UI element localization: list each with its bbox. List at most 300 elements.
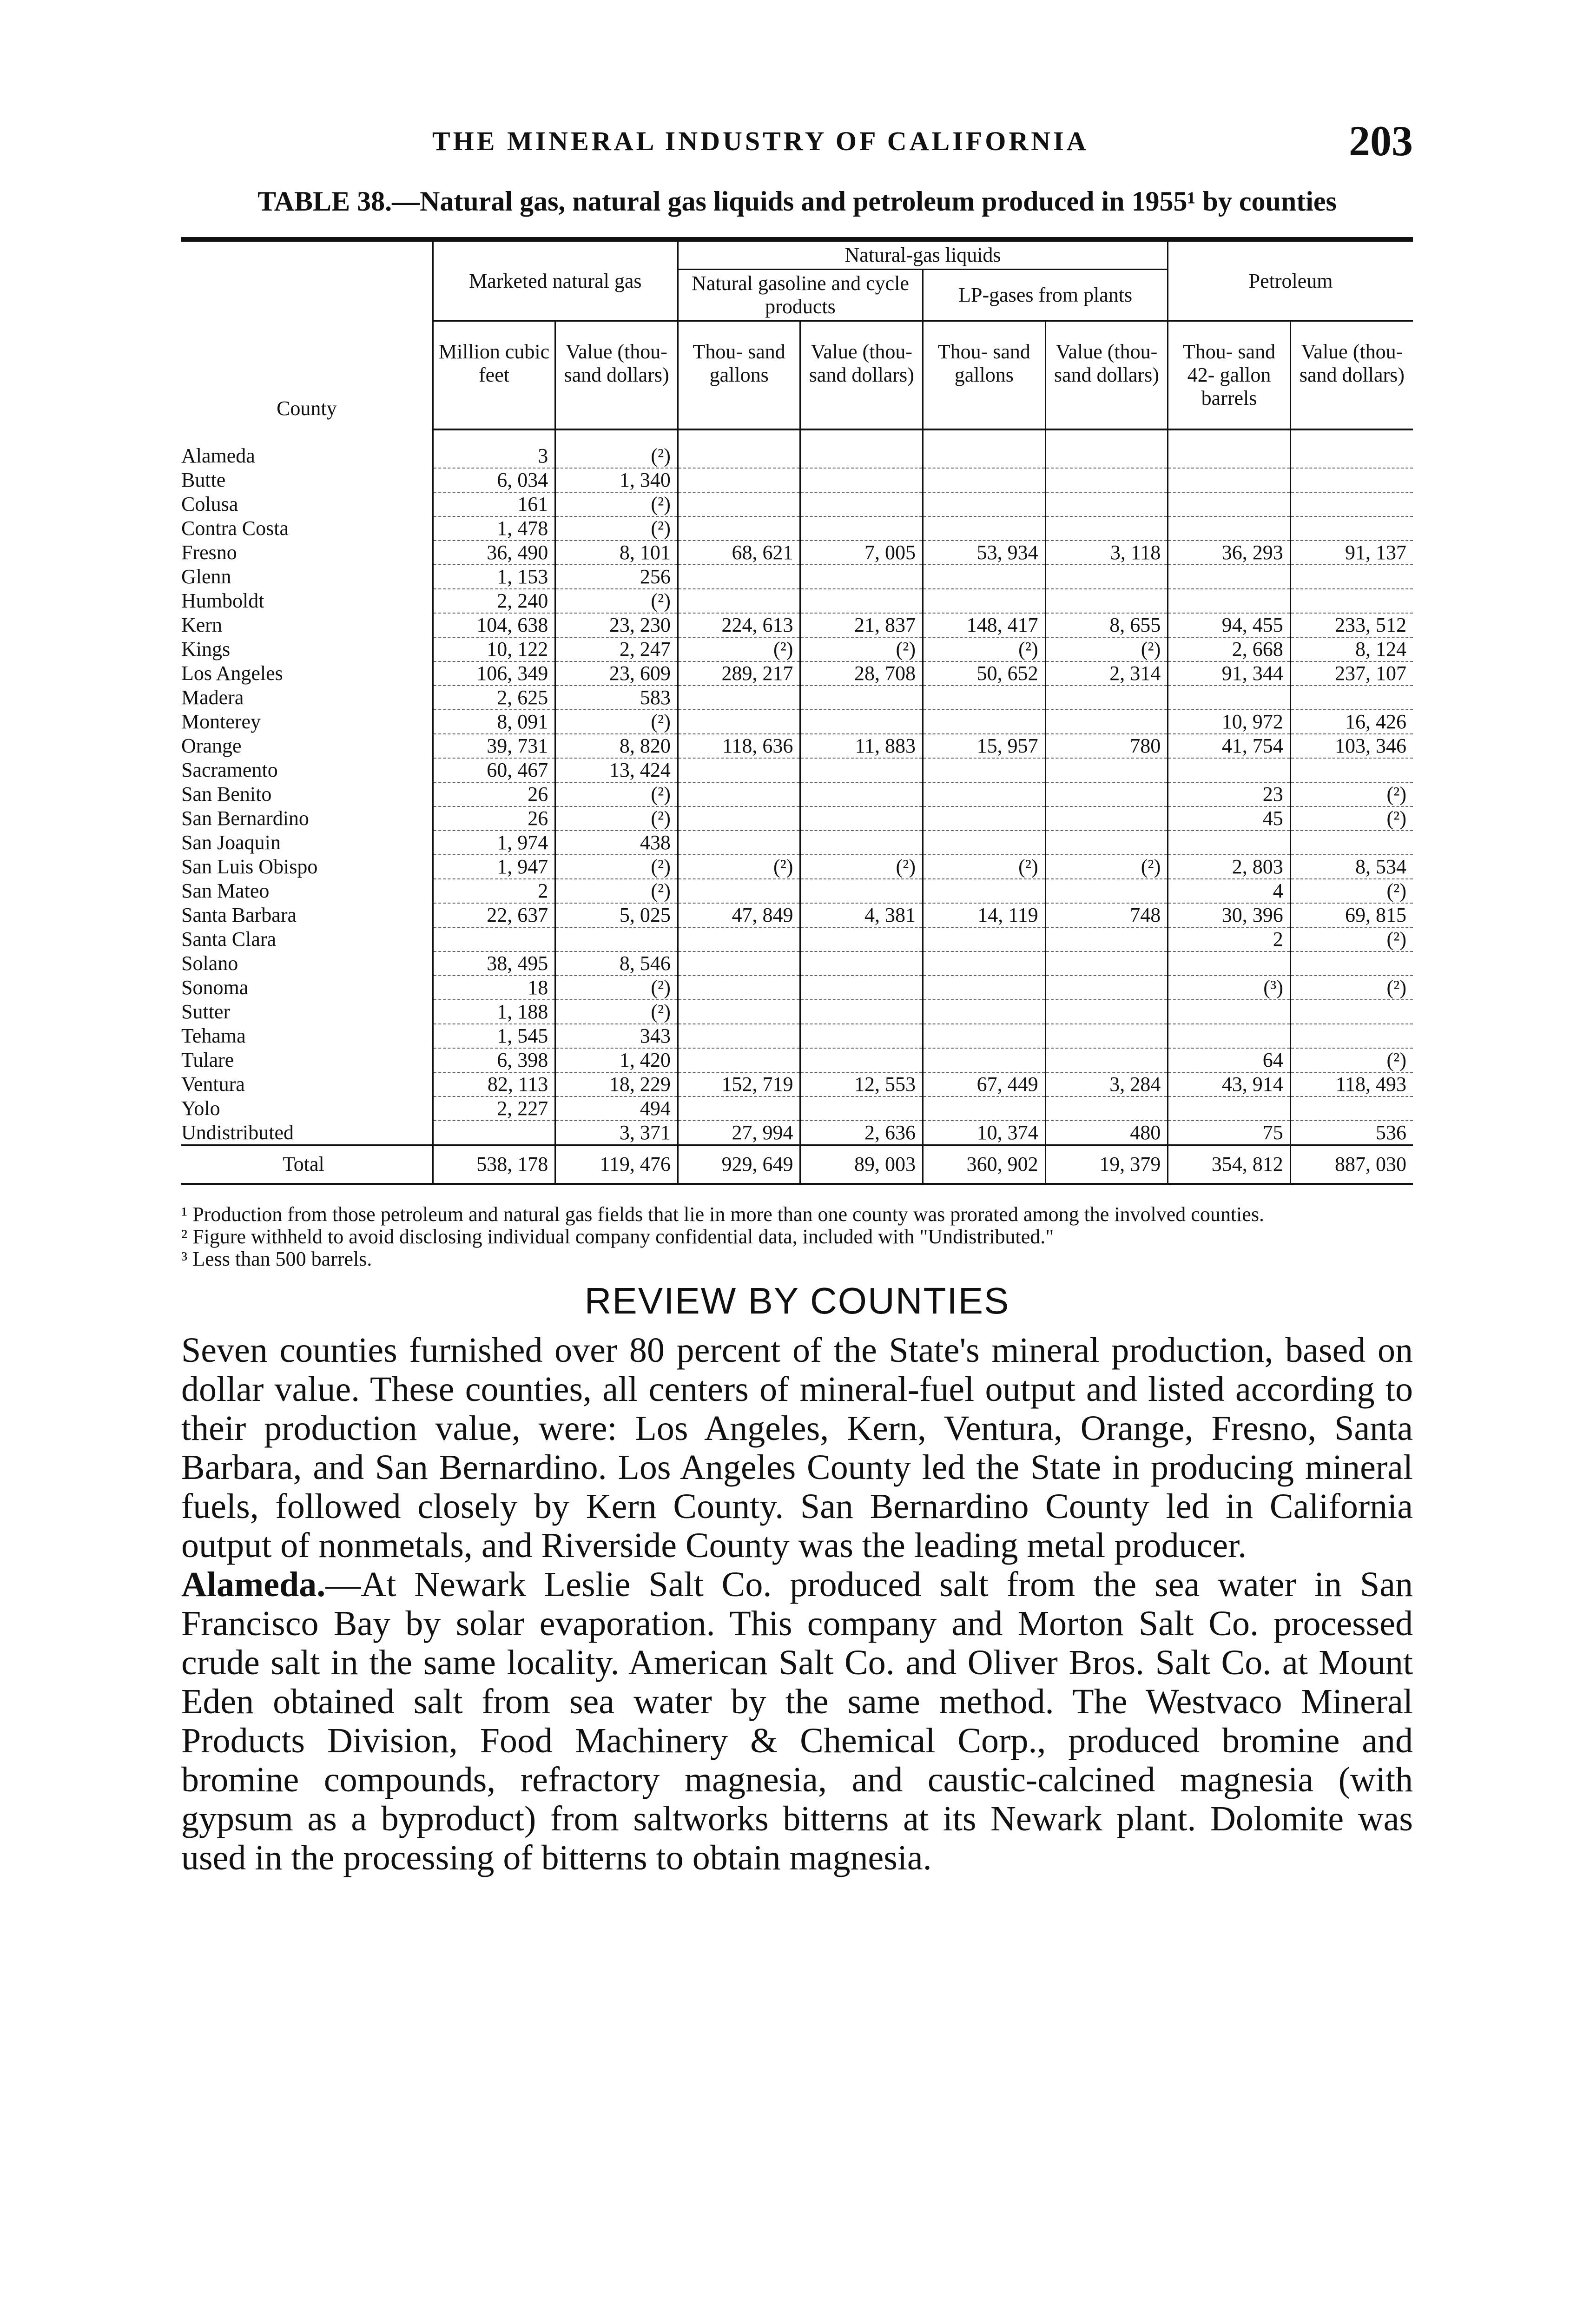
table-cell (1168, 492, 1291, 516)
table-cell: 1, 974 (433, 831, 555, 855)
table-cell: (²) (1290, 1048, 1413, 1072)
county-lead: Alameda. (181, 1565, 326, 1604)
unit-header: Thou- sand gallons (923, 321, 1046, 430)
natural-gasoline-header: Natural gasoline and cycle products (678, 270, 923, 321)
table-cell: 2 (1168, 927, 1291, 951)
table-cell: (²) (555, 806, 678, 831)
table-cell (1290, 831, 1413, 855)
table-cell: 118, 636 (678, 734, 800, 758)
table-cell (800, 976, 923, 1000)
table-cell: 2, 240 (433, 589, 555, 613)
table-cell: 45 (1168, 806, 1291, 831)
table-cell: (²) (1290, 879, 1413, 903)
page-number: 203 (1349, 117, 1413, 165)
total-cell: 19, 379 (1045, 1145, 1168, 1184)
table-cell (1045, 565, 1168, 589)
total-cell: 929, 649 (678, 1145, 800, 1184)
table-cell (1168, 589, 1291, 613)
unit-header: Value (thou- sand dollars) (1290, 321, 1413, 430)
table-cell: 23 (1168, 782, 1291, 806)
county-name: San Benito (181, 783, 272, 805)
table-cell: 8, 546 (555, 951, 678, 976)
table-cell: 8, 655 (1045, 613, 1168, 637)
table-row (181, 541, 1413, 565)
county-name: Tehama (181, 1024, 246, 1047)
table-cell (1290, 951, 1413, 976)
table-cell: 10, 122 (433, 637, 555, 661)
table-cell (433, 1121, 555, 1145)
unit-header: Thou- sand gallons (678, 321, 800, 430)
table-cell: 18 (433, 976, 555, 1000)
running-title: THE MINERAL INDUSTRY OF CALIFORNIA (432, 126, 1089, 156)
table-cell (1290, 1096, 1413, 1121)
table-row (181, 1096, 1413, 1121)
table-cell: 41, 754 (1168, 734, 1291, 758)
table-cell (923, 758, 1046, 782)
table-cell (800, 782, 923, 806)
table-cell (923, 1000, 1046, 1024)
table-cell: 118, 493 (1290, 1072, 1413, 1096)
table-cell: 2, 227 (433, 1096, 555, 1121)
county-name: Santa Clara (181, 928, 277, 951)
table-cell (1290, 1000, 1413, 1024)
table-cell: 780 (1045, 734, 1168, 758)
table-cell: (²) (555, 782, 678, 806)
county-name: Butte (181, 469, 226, 491)
table-cell: 438 (555, 831, 678, 855)
table-cell: (²) (555, 855, 678, 879)
table-cell (800, 879, 923, 903)
table-cell (1290, 565, 1413, 589)
table-cell: 27, 994 (678, 1121, 800, 1145)
table-cell: (²) (678, 855, 800, 879)
table-cell (678, 927, 800, 951)
total-cell: 538, 178 (433, 1145, 555, 1184)
table-cell: 13, 424 (555, 758, 678, 782)
table-cell: 8, 124 (1290, 637, 1413, 661)
table-cell: (²) (1290, 806, 1413, 831)
table-cell: 480 (1045, 1121, 1168, 1145)
county-name: Monterey (181, 710, 261, 733)
table-cell: 5, 025 (555, 903, 678, 927)
lp-gases-header: LP-gases from plants (923, 270, 1168, 321)
table-cell (555, 927, 678, 951)
table-cell: 4 (1168, 879, 1291, 903)
table-cell (678, 758, 800, 782)
table-cell: 152, 719 (678, 1072, 800, 1096)
table-cell (1045, 710, 1168, 734)
table-cell: 23, 609 (555, 661, 678, 686)
table-cell: 3, 284 (1045, 1072, 1168, 1096)
table-cell: 26 (433, 782, 555, 806)
table-cell (1045, 1096, 1168, 1121)
table-top-rule (181, 237, 1413, 242)
table-cell: (²) (555, 1000, 678, 1024)
table-cell (923, 565, 1046, 589)
table-cell: (²) (800, 637, 923, 661)
footnote: ³ Less than 500 barrels. (181, 1248, 372, 1270)
table-cell (923, 516, 1046, 541)
table-cell: 103, 346 (1290, 734, 1413, 758)
table-cell (1045, 927, 1168, 951)
table-row (181, 492, 1413, 516)
petroleum-header: Petroleum (1168, 242, 1413, 321)
table-cell: 536 (1290, 1121, 1413, 1145)
table-cell: 26 (433, 806, 555, 831)
table-cell: 343 (555, 1024, 678, 1048)
table-row (181, 1048, 1413, 1072)
marketed-gas-header: Marketed natural gas (433, 242, 678, 321)
county-name: Orange (181, 734, 242, 757)
table-cell (1290, 758, 1413, 782)
table-cell (678, 976, 800, 1000)
table-row (181, 686, 1413, 710)
table-row (181, 429, 1413, 468)
table-cell: 39, 731 (433, 734, 555, 758)
table-cell (923, 492, 1046, 516)
table-cell (678, 806, 800, 831)
table-cell: 7, 005 (800, 541, 923, 565)
table-cell (923, 831, 1046, 855)
table-row (181, 855, 1413, 879)
table-cell (1045, 468, 1168, 492)
table-cell (1290, 492, 1413, 516)
table-cell: 68, 621 (678, 541, 800, 565)
table-cell: (²) (555, 492, 678, 516)
table-cell: 1, 188 (433, 1000, 555, 1024)
table-cell: (²) (555, 589, 678, 613)
table-cell: 6, 034 (433, 468, 555, 492)
total-cell: 360, 902 (923, 1145, 1046, 1184)
table-row (181, 879, 1413, 903)
table-cell: (²) (1290, 927, 1413, 951)
table-row (181, 637, 1413, 661)
county-name: Sonoma (181, 976, 249, 999)
table-cell (1290, 429, 1413, 468)
table-row (181, 951, 1413, 976)
table-cell: 1, 153 (433, 565, 555, 589)
table-cell (923, 927, 1046, 951)
table-cell: 3, 371 (555, 1121, 678, 1145)
table-cell: 2 (433, 879, 555, 903)
running-head (181, 116, 1413, 172)
unit-header: Value (thou- sand dollars) (1045, 321, 1168, 430)
table-row (181, 661, 1413, 686)
table-cell (800, 1048, 923, 1072)
table-cell: 1, 420 (555, 1048, 678, 1072)
table-cell (800, 589, 923, 613)
county-name: San Luis Obispo (181, 855, 318, 878)
table-cell (800, 686, 923, 710)
table-cell: (³) (1168, 976, 1291, 1000)
total-cell: 354, 812 (1168, 1145, 1291, 1184)
table-cell (678, 1096, 800, 1121)
table-cell: 21, 837 (800, 613, 923, 637)
table-row (181, 927, 1413, 951)
county-name: Los Angeles (181, 662, 283, 685)
table-cell: 11, 883 (800, 734, 923, 758)
table-cell (678, 951, 800, 976)
table-cell: 50, 652 (923, 661, 1046, 686)
table-cell: 14, 119 (923, 903, 1046, 927)
section-heading: REVIEW BY COUNTIES (584, 1280, 1010, 1321)
table-cell: 75 (1168, 1121, 1291, 1145)
table-cell (678, 565, 800, 589)
paragraph: Seven counties furnished over 80 percent of the State's mineral production, based on dollar value. These counties, all centers of mineral-fuel output and listed according to their production value, were: Los Angeles, Kern, Ventura, Orange, Fresno, Santa Barbara, and San Bernardino. Los Angeles County led the State in producing mineral fuels, followed closely by Kern County. San Bernardino County led in California output of nonmetals, and Riverside County was the leading metal producer. (181, 1331, 1413, 1565)
table-cell (678, 1000, 800, 1024)
county-name: San Bernardino (181, 807, 309, 830)
paragraph-body: —At Newark Leslie Salt Co. produced salt from the sea water in San Francisco Bay by solar evaporation. This company and Morton Salt Co. processed crude salt in the same locality. American Salt Co. and Oliver Bros. Salt Co. at Mount Eden obtained salt from sea water by the same method. The Westvaco Mineral Products Division, Food Machinery & Chemical Corp., produced bromine and bromine compounds, refractory magnesia, and caustic-calcined magnesia (with gypsum as a byproduct) from saltworks bitterns at its Newark plant. Dolomite was used in the processing of bitterns to obtain magnesia. (181, 1565, 1413, 1877)
table-cell: 53, 934 (923, 541, 1046, 565)
table-cell: 94, 455 (1168, 613, 1291, 637)
table-cell: 69, 815 (1290, 903, 1413, 927)
table-cell (800, 1000, 923, 1024)
table-cell: 43, 914 (1168, 1072, 1291, 1096)
table-cell (800, 831, 923, 855)
table-body (181, 429, 1413, 1145)
table-cell: 289, 217 (678, 661, 800, 686)
table-cell (923, 1096, 1046, 1121)
table-cell (1045, 686, 1168, 710)
county-name: Sutter (181, 1000, 231, 1023)
table-cell (1045, 806, 1168, 831)
table-cell (1290, 686, 1413, 710)
table-cell (678, 1024, 800, 1048)
county-name: Santa Barbara (181, 904, 297, 926)
footnote: ² Figure withheld to avoid disclosing individual company confidential data, included with "Undistributed." (181, 1225, 1054, 1248)
table-row (181, 1121, 1413, 1145)
county-name: Sacramento (181, 759, 278, 781)
county-name: Humboldt (181, 589, 264, 612)
table-cell: 15, 957 (923, 734, 1046, 758)
table-cell (1168, 1000, 1291, 1024)
table-cell (1290, 1024, 1413, 1048)
table-cell: 3 (433, 429, 555, 468)
table-cell (800, 492, 923, 516)
table-cell: 60, 467 (433, 758, 555, 782)
table-cell (1045, 1024, 1168, 1048)
table-cell (1045, 1000, 1168, 1024)
county-name: Contra Costa (181, 517, 289, 540)
total-cell: 89, 003 (800, 1145, 923, 1184)
table-cell (923, 976, 1046, 1000)
table-row (181, 1024, 1413, 1048)
table-cell (678, 492, 800, 516)
table-cell (923, 589, 1046, 613)
table-cell: 161 (433, 492, 555, 516)
table-cell: 2, 668 (1168, 637, 1291, 661)
unit-header: Million cubic feet (433, 321, 555, 430)
table-cell (678, 589, 800, 613)
table-cell (1045, 516, 1168, 541)
table-cell (800, 429, 923, 468)
table-cell (1045, 758, 1168, 782)
table-row (181, 903, 1413, 927)
table-cell (678, 468, 800, 492)
table-cell (678, 516, 800, 541)
table-cell (1045, 782, 1168, 806)
table-cell (923, 806, 1046, 831)
table-row (181, 976, 1413, 1000)
table-cell (1045, 951, 1168, 976)
table-cell: (²) (800, 855, 923, 879)
table-cell (1168, 429, 1291, 468)
table-cell: 23, 230 (555, 613, 678, 637)
table-cell (1290, 589, 1413, 613)
table-cell: 82, 113 (433, 1072, 555, 1096)
table-row (181, 516, 1413, 541)
table-cell: (²) (555, 879, 678, 903)
table-cell (923, 686, 1046, 710)
table-cell (1168, 565, 1291, 589)
table-cell: (²) (923, 637, 1046, 661)
table-cell (1168, 686, 1291, 710)
table-cell (1045, 429, 1168, 468)
table-cell (800, 1096, 923, 1121)
table-cell: 256 (555, 565, 678, 589)
table-cell: 64 (1168, 1048, 1291, 1072)
table-cell: 8, 101 (555, 541, 678, 565)
table-row (181, 613, 1413, 637)
table-cell: 36, 490 (433, 541, 555, 565)
table-cell (800, 516, 923, 541)
table-row (181, 589, 1413, 613)
table-cell (1290, 516, 1413, 541)
county-name: Glenn (181, 565, 231, 588)
table-cell: 148, 417 (923, 613, 1046, 637)
table-cell (800, 806, 923, 831)
table-cell: (²) (678, 637, 800, 661)
table-cell: (²) (555, 976, 678, 1000)
county-name: Solano (181, 952, 238, 975)
table-cell (433, 927, 555, 951)
county-header: County (277, 397, 337, 420)
table-cell (800, 1024, 923, 1048)
table-cell: 47, 849 (678, 903, 800, 927)
table-cell: 494 (555, 1096, 678, 1121)
total-label: Total (181, 1145, 433, 1184)
table-row (181, 1072, 1413, 1096)
table-cell: 237, 107 (1290, 661, 1413, 686)
county-name: Tulare (181, 1049, 234, 1071)
table-cell: 6, 398 (433, 1048, 555, 1072)
table-cell (1168, 758, 1291, 782)
county-name: San Joaquin (181, 831, 281, 854)
table-cell (800, 710, 923, 734)
table-row (181, 734, 1413, 758)
table-cell: (²) (1045, 637, 1168, 661)
table-cell (800, 927, 923, 951)
table-row (181, 782, 1413, 806)
table-cell: 28, 708 (800, 661, 923, 686)
table-cell: 8, 820 (555, 734, 678, 758)
table-cell: 1, 545 (433, 1024, 555, 1048)
county-name: Yolo (181, 1097, 220, 1120)
unit-header: Value (thou- sand dollars) (555, 321, 678, 430)
table-cell (800, 951, 923, 976)
total-cell: 887, 030 (1290, 1145, 1413, 1184)
county-name: Fresno (181, 541, 237, 564)
table-row (181, 758, 1413, 782)
table-cell (923, 879, 1046, 903)
table-cell (800, 468, 923, 492)
table-cell: 3, 118 (1045, 541, 1168, 565)
table-cell: 1, 340 (555, 468, 678, 492)
county-name: Kern (181, 614, 222, 636)
table-cell: 2, 803 (1168, 855, 1291, 879)
ngl-header: Natural-gas liquids (678, 242, 1168, 270)
county-name: San Mateo (181, 879, 270, 902)
county-name: Colusa (181, 493, 238, 515)
table-cell: 22, 637 (433, 903, 555, 927)
table-cell: 106, 349 (433, 661, 555, 686)
table-cell (678, 831, 800, 855)
table-cell: 91, 344 (1168, 661, 1291, 686)
table-cell: 67, 449 (923, 1072, 1046, 1096)
table-cell (678, 429, 800, 468)
table-cell: (²) (555, 429, 678, 468)
table-cell (1045, 1048, 1168, 1072)
table-cell (923, 1048, 1046, 1072)
table-cell (1045, 492, 1168, 516)
county-name: Undistributed (181, 1121, 294, 1144)
table-cell (1290, 468, 1413, 492)
table-row (181, 710, 1413, 734)
table-cell: (²) (555, 710, 678, 734)
footnote: ¹ Production from those petroleum and natural gas fields that lie in more than one county was prorated among the involved counties. (181, 1203, 1264, 1226)
unit-header: Thou- sand 42- gallon barrels (1168, 321, 1291, 430)
county-name: Madera (181, 686, 244, 709)
table-cell (1168, 951, 1291, 976)
table-cell: 38, 495 (433, 951, 555, 976)
table-cell: 583 (555, 686, 678, 710)
table-cell (1168, 468, 1291, 492)
county-name: Ventura (181, 1073, 245, 1096)
table-cell: 36, 293 (1168, 541, 1291, 565)
county-name: Alameda (181, 444, 255, 467)
table-row (181, 831, 1413, 855)
table-cell: 12, 553 (800, 1072, 923, 1096)
table-cell (800, 758, 923, 782)
table-cell: 2, 636 (800, 1121, 923, 1145)
table-row (181, 468, 1413, 492)
table-cell (923, 710, 1046, 734)
table-cell (1168, 1096, 1291, 1121)
total-row (181, 1145, 1413, 1184)
table-cell (1045, 589, 1168, 613)
table-cell (678, 879, 800, 903)
table-cell: 233, 512 (1290, 613, 1413, 637)
table-cell: 30, 396 (1168, 903, 1291, 927)
table-cell (800, 565, 923, 589)
county-name: Kings (181, 638, 231, 660)
table-cell (1045, 879, 1168, 903)
table-cell (1045, 831, 1168, 855)
table-cell: 8, 534 (1290, 855, 1413, 879)
table-cell: 748 (1045, 903, 1168, 927)
table-caption: TABLE 38.—Natural gas, natural gas liquids and petroleum produced in 1955¹ by counties (257, 186, 1337, 217)
table-cell: 8, 091 (433, 710, 555, 734)
table-cell: (²) (1290, 976, 1413, 1000)
table-cell: (²) (1045, 855, 1168, 879)
page (181, 116, 1413, 1877)
table-cell (678, 710, 800, 734)
table-cell (923, 1024, 1046, 1048)
table-cell: 2, 247 (555, 637, 678, 661)
table-cell: 4, 381 (800, 903, 923, 927)
table-cell (1168, 1024, 1291, 1048)
paragraph (181, 1565, 1413, 1877)
